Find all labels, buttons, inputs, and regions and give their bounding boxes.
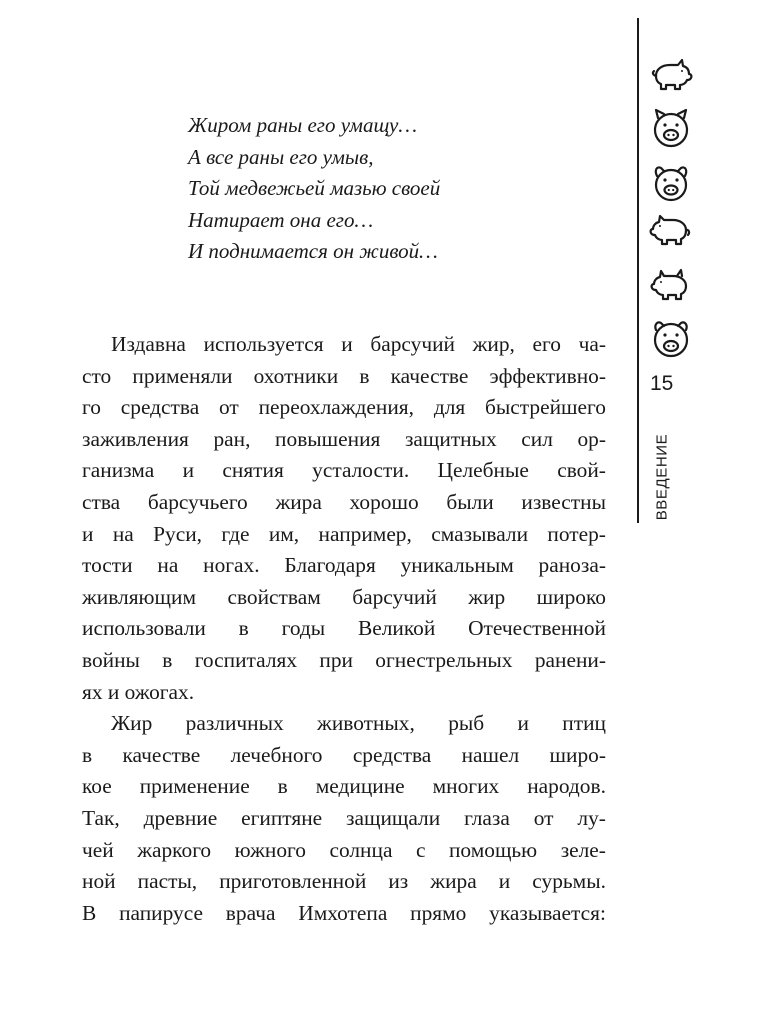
body-line: ной пасты, приготовленной из жира и сурьмы. bbox=[82, 869, 606, 894]
body-line: заживления ран, повышения защитных сил ор- bbox=[82, 426, 606, 451]
pig-face-icon bbox=[648, 160, 694, 206]
pig-side-icon bbox=[648, 262, 694, 308]
poem-line: И поднимается он живой… bbox=[188, 239, 438, 263]
body-line: го средства от переохлаждения, для быстрейшего bbox=[82, 395, 606, 420]
body-line: Так, древние египтяне защищали глаза от лу- bbox=[82, 805, 606, 830]
poem-line: Той медвежьей мазью своей bbox=[188, 176, 441, 200]
poem-line: Натирает она его… bbox=[188, 207, 374, 232]
body-line: кое применение в медицине многих народов. bbox=[82, 774, 606, 799]
page-number: 15 bbox=[650, 372, 674, 395]
body-line: Жир различных животных, рыб и птиц bbox=[111, 711, 606, 736]
body-line: чей жаркого южного солнца с помощью зеле- bbox=[82, 837, 606, 862]
body-line: ях и ожогах. bbox=[82, 679, 195, 704]
body-line: тости на ногах. Благодаря уникальным раноза- bbox=[82, 553, 606, 578]
poem-line: Жиром раны его умащу… bbox=[188, 113, 418, 137]
body-line: в качестве лечебного средства нашел широ- bbox=[82, 742, 606, 767]
body-line: войны в госпиталях при огнестрельных ранени- bbox=[82, 647, 606, 672]
body-text bbox=[82, 329, 606, 929]
section-label: ВВЕДЕНИЕ bbox=[653, 433, 671, 521]
pig-side-icon bbox=[648, 208, 694, 254]
body-line: В папирусе врача Имхотепа прямо указывается: bbox=[82, 900, 606, 925]
pig-face-icon bbox=[648, 106, 694, 152]
body-line: Издавна используется и барсучий жир, его ча- bbox=[111, 332, 606, 356]
body-line: сто применяли охотники в качестве эффективно- bbox=[82, 363, 606, 388]
body-line: живляющим свойствам барсучий жир широко bbox=[82, 584, 606, 609]
pig-side-icon bbox=[648, 52, 694, 98]
pig-face-icon bbox=[648, 316, 694, 362]
body-line: и на Руси, где им, например, смазывали потер- bbox=[82, 521, 606, 546]
body-line: использовали в годы Великой Отечественной bbox=[82, 616, 606, 641]
margin-rule bbox=[637, 18, 639, 523]
body-line: ства барсучьего жира хорошо были известны bbox=[82, 489, 606, 514]
poem-epigraph bbox=[188, 110, 548, 268]
body-line: ганизма и снятия усталости. Целебные свой- bbox=[82, 458, 606, 483]
poem-line: А все раны его умыв, bbox=[188, 144, 374, 169]
